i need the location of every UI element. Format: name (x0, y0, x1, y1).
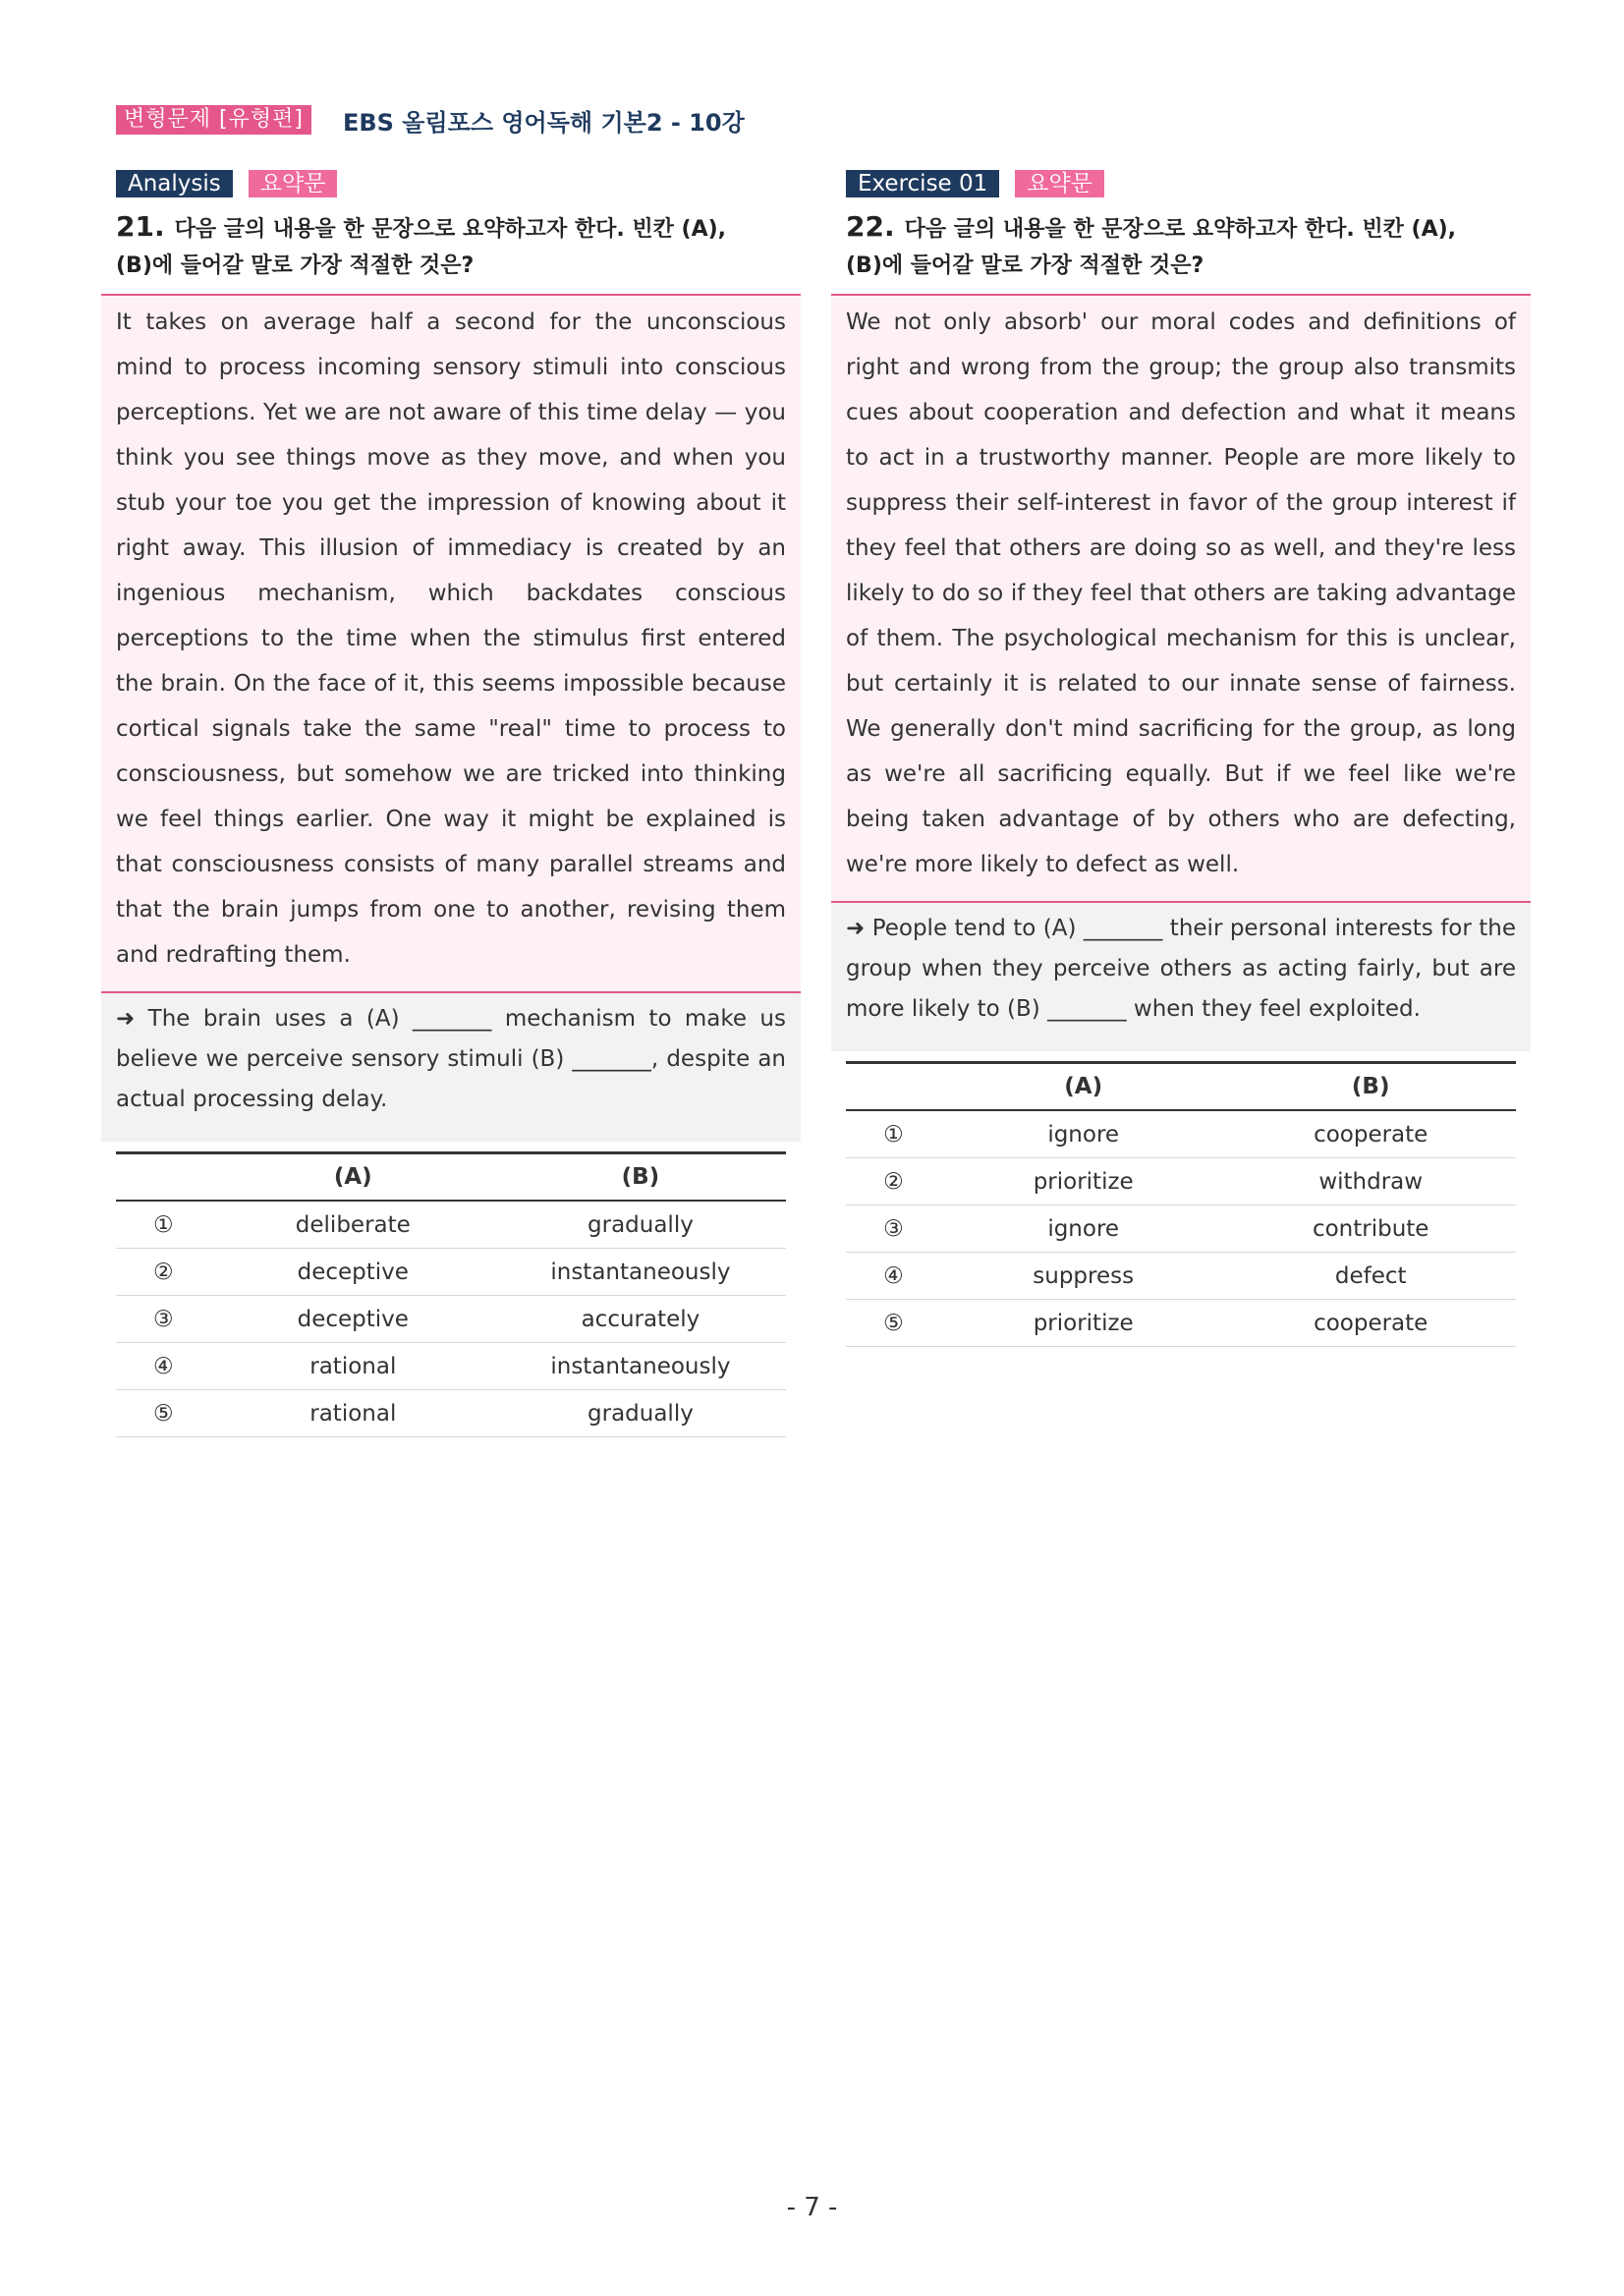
option-row[interactable] (846, 1158, 1516, 1205)
question-number: 21. (116, 210, 165, 243)
option-b: cooperate (1225, 1300, 1516, 1347)
page-header (116, 104, 745, 136)
question-text-line2: (B)에 들어갈 말로 가장 적절한 것은? (846, 253, 1204, 278)
header-a: (A) (211, 1153, 495, 1202)
option-b: instantaneously (495, 1249, 786, 1296)
option-a: ignore (941, 1110, 1225, 1158)
page-number: - 7 - (786, 2193, 838, 2222)
section-label: Exercise 01 (846, 170, 999, 197)
option-b: instantaneously (495, 1343, 786, 1390)
options-header-row (116, 1153, 786, 1202)
question-title (846, 208, 1531, 284)
option-b: gradually (495, 1390, 786, 1437)
option-number: ④ (846, 1253, 941, 1300)
option-row[interactable] (116, 1390, 786, 1437)
question-22-block (831, 169, 1531, 1347)
question-labels (116, 169, 801, 198)
options-header-row (846, 1063, 1516, 1111)
option-row[interactable] (116, 1249, 786, 1296)
option-b: gradually (495, 1201, 786, 1249)
option-b: defect (1225, 1253, 1516, 1300)
header-number (116, 1153, 211, 1202)
option-number: ① (846, 1110, 941, 1158)
option-b: accurately (495, 1296, 786, 1343)
type-tag: 요약문 (249, 170, 338, 197)
question-number: 22. (846, 210, 895, 243)
option-number: ⑤ (846, 1300, 941, 1347)
option-row[interactable] (116, 1201, 786, 1249)
question-text-line1: 다음 글의 내용을 한 문장으로 요약하고자 한다. 빈칸 (A), (174, 217, 727, 242)
question-text-line1: 다음 글의 내용을 한 문장으로 요약하고자 한다. 빈칸 (A), (904, 217, 1457, 242)
option-number: ① (116, 1201, 211, 1249)
option-number: ③ (116, 1296, 211, 1343)
category-tag: 변형문제 [유형편] (116, 105, 311, 135)
summary-sentence: ➜ The brain uses a (A) _______ mechanism to make us believe we perceive sensory stimuli (B) _______, despite an actual processing delay. (101, 993, 801, 1142)
header-b: (B) (495, 1153, 786, 1202)
option-a: prioritize (941, 1300, 1225, 1347)
option-number: ⑤ (116, 1390, 211, 1437)
option-b: cooperate (1225, 1110, 1516, 1158)
question-labels (846, 169, 1531, 198)
question-21-block (101, 169, 801, 1437)
header-title: EBS 올림포스 영어독해 기본2 - 10강 (342, 108, 745, 137)
header-number (846, 1063, 941, 1111)
passage: It takes on average half a second for the unconscious mind to process incoming sensory stimuli into conscious perceptions. Yet we are not aware of this time delay — you think you see things move as they move, and when you stub your toe you get the impression of knowing about it right away. This illusion of immediacy is created by an ingenious mechanism, which backdates conscious perceptions to the time when the stimulus first entered the brain. On the face of it, this seems impossible because cortical signals take the same "real" time to process to consciousness, but somehow we are tricked into thinking we feel things earlier. One way it might be explained is that consciousness consists of many parallel streams and that the brain jumps from one to another, revising them and redrafting them. (101, 294, 801, 993)
option-number: ④ (116, 1343, 211, 1390)
passage: We not only absorb' our moral codes and definitions of right and wrong from the group; the group also transmits cues about cooperation and defection and what it means to act in a trustworthy manner. People are more likely to suppress their self-interest in favor of the group interest if they feel that others are doing so as well, and they're less likely to do so if they feel that others are taking advantage of them. The psychological mechanism for this is unclear, but certainly it is related to our innate sense of fairness. We generally don't mind sacrificing for the group, as long as we're all sacrificing equally. But if we feel like we're being taken advantage of by others who are defecting, we're more likely to defect as well. (831, 294, 1531, 903)
option-b: withdraw (1225, 1158, 1516, 1205)
option-a: deceptive (211, 1249, 495, 1296)
summary-sentence: ➜ People tend to (A) _______ their personal interests for the group when they perceive others as acting fairly, but are more likely to (B) _______ when they feel exploited. (831, 903, 1531, 1051)
option-a: ignore (941, 1205, 1225, 1253)
option-number: ③ (846, 1205, 941, 1253)
option-row[interactable] (846, 1300, 1516, 1347)
option-number: ② (846, 1158, 941, 1205)
option-row[interactable] (116, 1296, 786, 1343)
header-b: (B) (1225, 1063, 1516, 1111)
options-table (846, 1061, 1516, 1347)
question-title (116, 208, 801, 284)
option-row[interactable] (116, 1343, 786, 1390)
option-row[interactable] (846, 1253, 1516, 1300)
option-a: deliberate (211, 1201, 495, 1249)
header-a: (A) (941, 1063, 1225, 1111)
section-label: Analysis (116, 170, 233, 197)
options-table (116, 1151, 786, 1437)
option-a: rational (211, 1343, 495, 1390)
question-text-line2: (B)에 들어갈 말로 가장 적절한 것은? (116, 253, 475, 278)
option-row[interactable] (846, 1205, 1516, 1253)
option-a: suppress (941, 1253, 1225, 1300)
type-tag: 요약문 (1015, 170, 1104, 197)
option-b: contribute (1225, 1205, 1516, 1253)
option-number: ② (116, 1249, 211, 1296)
option-a: prioritize (941, 1158, 1225, 1205)
option-a: deceptive (211, 1296, 495, 1343)
option-row[interactable] (846, 1110, 1516, 1158)
option-a: rational (211, 1390, 495, 1437)
